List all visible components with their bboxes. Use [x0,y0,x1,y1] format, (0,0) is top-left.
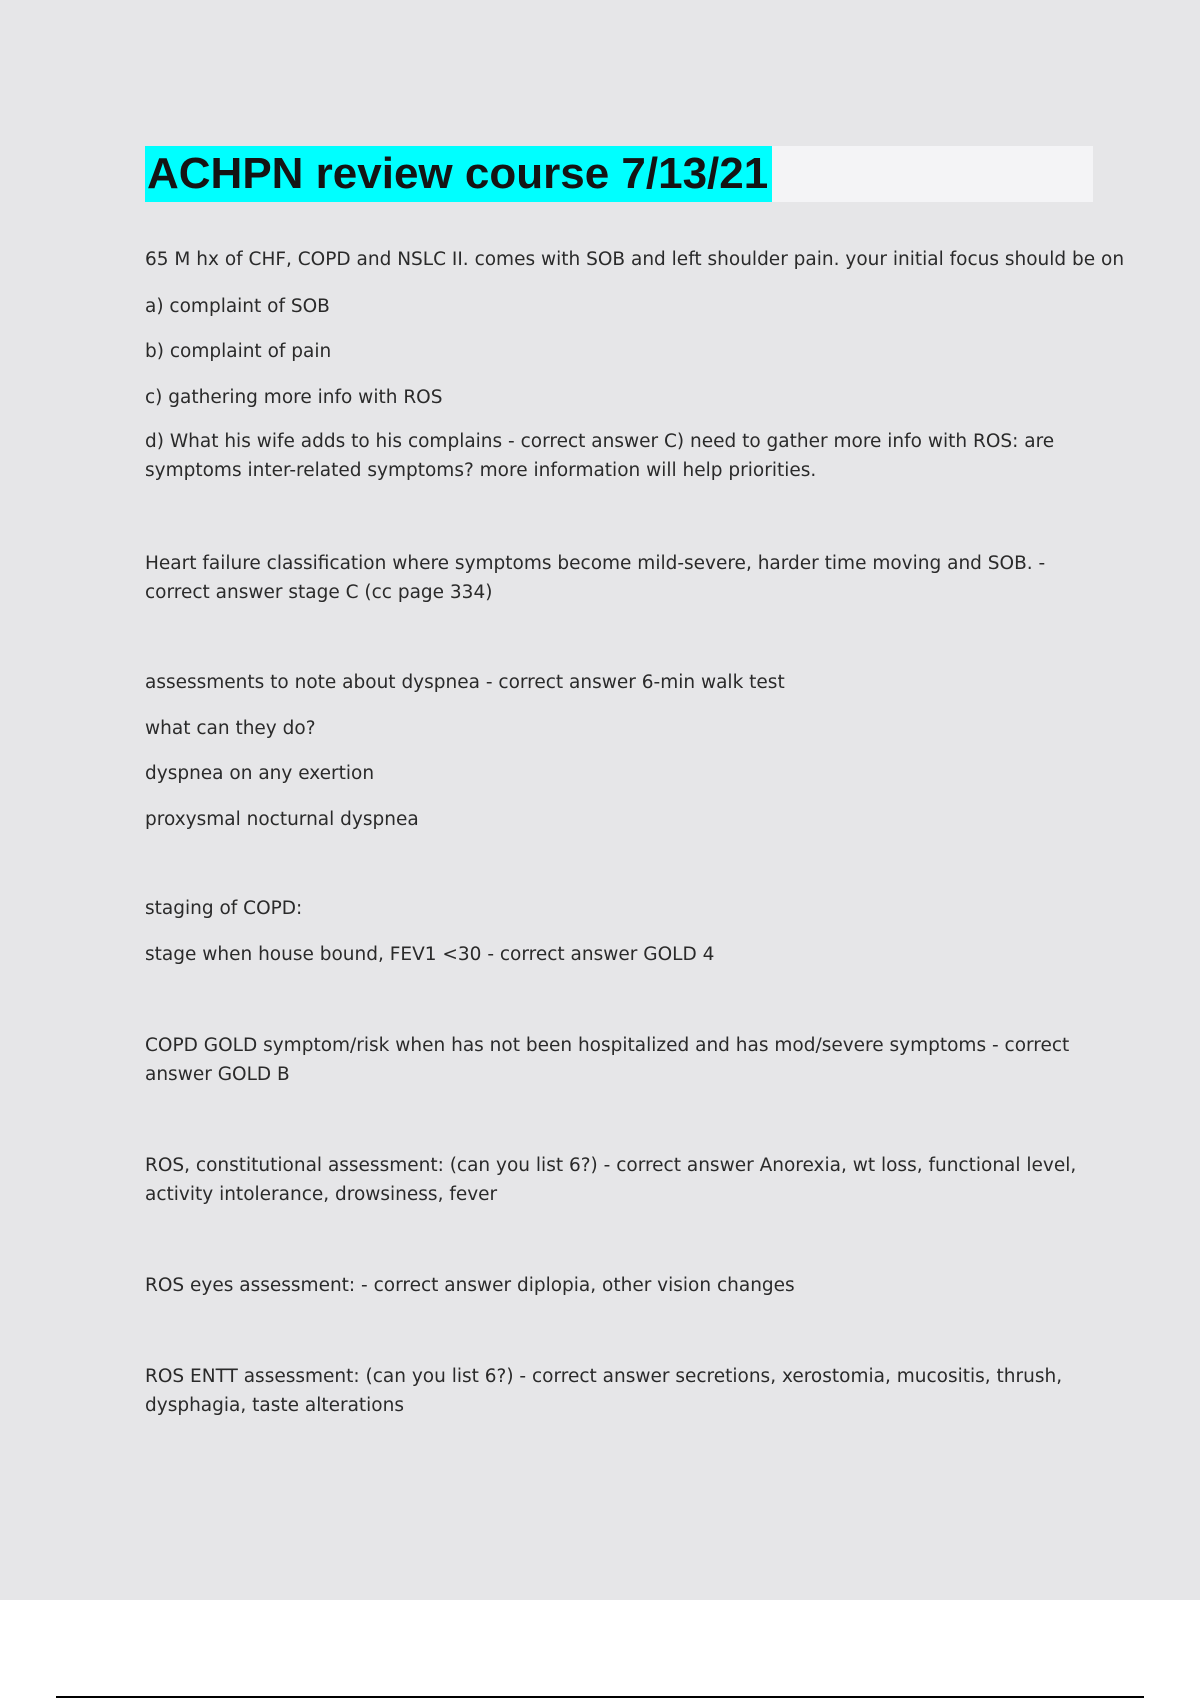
dyspnea-item-exertion: dyspnea on any exertion [145,763,375,784]
question-1-option-d-answer: d) What his wife adds to his complains - correct answer C) need to gather more info with ROS: are symptoms inter-related symptoms? more information will help priorities. [145,431,1055,481]
question-1-stem: 65 M hx of CHF, COPD and NSLC II. comes with SOB and left shoulder pain. your initial focus should be on [145,249,1125,270]
question-1-option-c: c) gathering more info with ROS [145,387,443,408]
footer-divider [56,1696,1144,1698]
question-1-option-a: a) complaint of SOB [145,296,330,317]
document-title: ACHPN review course 7/13/21 [145,146,772,202]
question-ros-eyes: ROS eyes assessment: - correct answer diplopia, other vision changes [145,1275,795,1296]
question-copd-stage: stage when house bound, FEV1 <30 - correct answer GOLD 4 [145,944,715,965]
copd-staging-heading: staging of COPD: [145,898,303,919]
dyspnea-item-what-can-they-do: what can they do? [145,718,316,739]
question-ros-entt: ROS ENTT assessment: (can you list 6?) - correct answer secretions, xerostomia, mucositis, thrush, dysphagia, taste alterations [145,1366,1063,1416]
dyspnea-item-nocturnal: proxysmal nocturnal dyspnea [145,809,419,830]
question-1-option-b: b) complaint of pain [145,341,332,362]
question-copd-gold-risk: COPD GOLD symptom/risk when has not been hospitalized and has mod/severe symptoms - correct answer GOLD B [145,1035,1070,1085]
question-ros-constitutional: ROS, constitutional assessment: (can you list 6?) - correct answer Anorexia, wt loss, functional level, activity intolerance, drowsiness, fever [145,1155,1077,1205]
question-heart-failure: Heart failure classification where symptoms become mild-severe, harder time moving and SOB. - correct answer stage C (cc page 334) [145,553,1046,603]
question-dyspnea-assessment: assessments to note about dyspnea - correct answer 6-min walk test [145,672,785,693]
